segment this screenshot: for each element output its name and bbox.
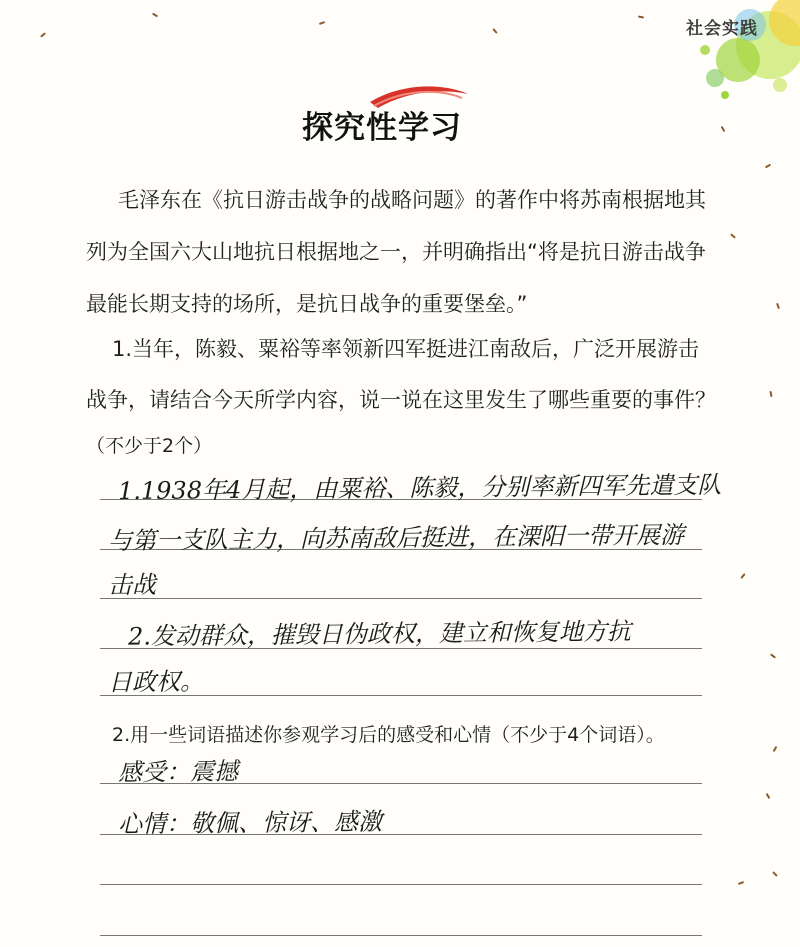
title-block xyxy=(290,80,520,150)
question2-line-1: 2.用一些词语描述你参观学习后的感受和心情（不少于4个词语）。 xyxy=(112,724,665,746)
speck xyxy=(776,303,780,309)
answer2-handwriting-line-1: 感受：震撼 xyxy=(117,757,239,787)
answer2-handwriting-line-2: 心情：敬佩、惊讶、感激 xyxy=(117,807,383,839)
answer-rule xyxy=(100,598,702,599)
speck xyxy=(773,746,778,752)
question1-line-1: 1.当年，陈毅、粟裕等率领新四军挺进江南敌后，广泛开展游击 xyxy=(112,337,700,361)
speck xyxy=(740,573,745,579)
speck xyxy=(765,164,771,169)
speck xyxy=(769,391,772,397)
intro-line-3: 最能长期支持的场所，是抗日战争的重要堡垒。” xyxy=(86,292,528,316)
speck xyxy=(770,653,776,658)
answer1-handwriting-line-3: 击战 xyxy=(107,570,157,600)
speck xyxy=(766,793,771,799)
intro-line-1: 毛泽东在《抗日游击战争的战略问题》的著作中将苏南根据地其 xyxy=(118,188,706,212)
speck xyxy=(492,28,497,34)
page-title: 探究性学习 xyxy=(302,110,462,146)
section-label: 社会实践 xyxy=(686,19,758,39)
answer1-handwriting-line-2: 与第一支队主力，向苏南敌后挺进，在溧阳一带开展游 xyxy=(107,520,685,556)
speck xyxy=(40,32,46,37)
intro-line-2: 列为全国六大山地抗日根据地之一，并明确指出“将是抗日游击战争 xyxy=(86,240,706,264)
answer-rule xyxy=(100,884,702,885)
question1-line-2: 战争，请结合今天所学内容，说一说在这里发生了哪些重要的事件？ xyxy=(86,388,716,412)
question1-line-3: （不少于2个） xyxy=(86,435,213,457)
answer1-handwriting-line-4: 2.发动群众，摧毁日伪政权，建立和恢复地方抗 xyxy=(127,617,632,651)
speck xyxy=(319,21,325,25)
answer1-handwriting-line-1: 1.1938年4月起，由粟裕、陈毅，分别率新四军先遣支队 xyxy=(117,470,722,506)
speck xyxy=(738,881,744,885)
speck xyxy=(721,126,726,132)
speck xyxy=(152,13,158,18)
answer-rule xyxy=(100,935,702,936)
answer1-handwriting-line-5: 日政权。 xyxy=(107,667,205,697)
speck xyxy=(730,233,736,238)
speck xyxy=(772,871,778,877)
